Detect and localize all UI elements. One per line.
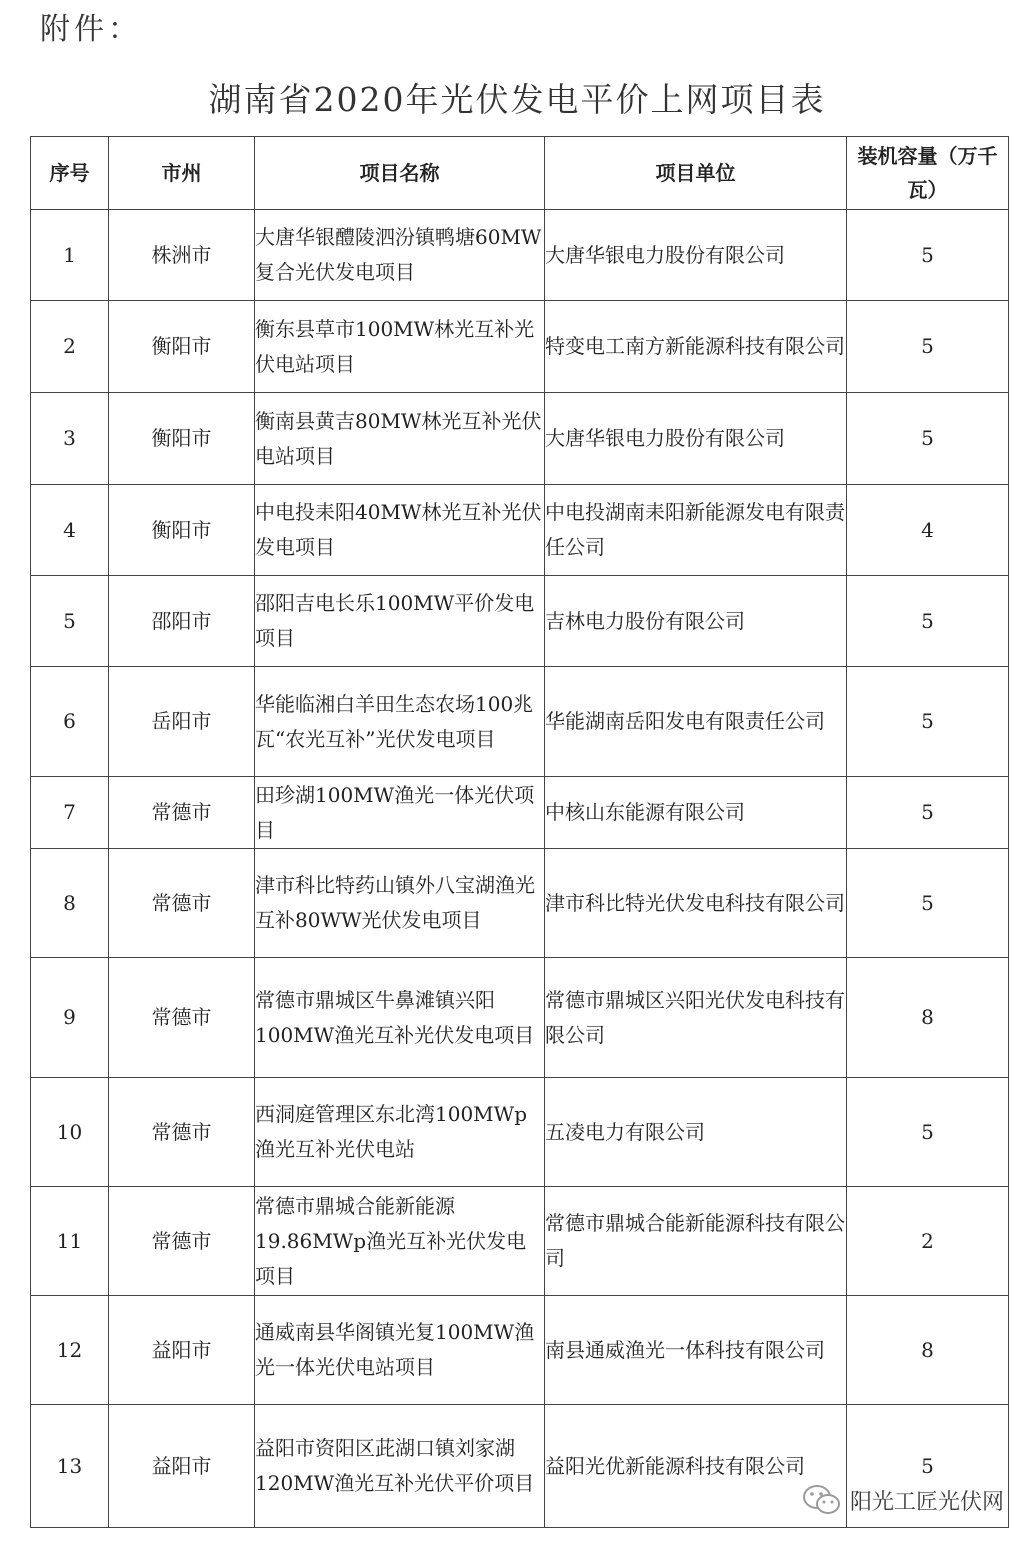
table-header-row: [31, 137, 1009, 210]
cell-seq: 5: [31, 576, 109, 667]
cell-project-org: 南县通威渔光一体科技有限公司: [545, 1296, 847, 1405]
watermark: [802, 1480, 1004, 1520]
cell-city: 衡阳市: [109, 301, 255, 393]
cell-capacity: 5: [847, 667, 1009, 777]
cell-project-org: 津市科比特光伏发电科技有限公司: [545, 849, 847, 958]
cell-capacity: 5: [847, 1078, 1009, 1187]
cell-seq: 3: [31, 393, 109, 485]
cell-seq: 7: [31, 777, 109, 849]
cell-capacity: 5: [847, 777, 1009, 849]
project-table: [30, 136, 1009, 1528]
cell-project-name: 衡南县黄吉80MW林光互补光伏电站项目: [255, 393, 545, 485]
table-row: [31, 667, 1009, 777]
wechat-icon: [802, 1483, 842, 1517]
document-title: 湖南省2020年光伏发电平价上网项目表: [208, 80, 826, 119]
header-capacity: 装机容量（万千瓦）: [847, 137, 1009, 210]
cell-capacity: 5: [847, 210, 1009, 301]
cell-city: 邵阳市: [109, 576, 255, 667]
cell-project-name: 中电投耒阳40MW林光互补光伏发电项目: [255, 485, 545, 576]
cell-seq: 11: [31, 1187, 109, 1296]
cell-seq: 9: [31, 958, 109, 1078]
cell-city: 衡阳市: [109, 393, 255, 485]
table-row: [31, 576, 1009, 667]
cell-capacity: 5: [847, 393, 1009, 485]
cell-city: 株洲市: [109, 210, 255, 301]
cell-project-name: 西洞庭管理区东北湾100MWp渔光互补光伏电站: [255, 1078, 545, 1187]
table-body: [31, 210, 1009, 1528]
cell-project-org: 常德市鼎城区兴阳光伏发电科技有限公司: [545, 958, 847, 1078]
cell-capacity: 8: [847, 1296, 1009, 1405]
cell-project-name: 衡东县草市100MW林光互补光伏电站项目: [255, 301, 545, 393]
cell-capacity: 8: [847, 958, 1009, 1078]
header-seq: 序号: [31, 137, 109, 210]
cell-project-org: 大唐华银电力股份有限公司: [545, 210, 847, 301]
cell-capacity: 2: [847, 1187, 1009, 1296]
watermark-text: 阳光工匠光伏网: [849, 1489, 1004, 1515]
table-row: [31, 1296, 1009, 1405]
table-row: [31, 210, 1009, 301]
cell-project-name: 华能临湘白羊田生态农场100兆瓦“农光互补”光伏发电项目: [255, 667, 545, 777]
cell-project-name: 通威南县华阁镇光复100MW渔光一体光伏电站项目: [255, 1296, 545, 1405]
cell-project-org: 中核山东能源有限公司: [545, 777, 847, 849]
table-row: [31, 958, 1009, 1078]
cell-capacity: 5: [847, 849, 1009, 958]
cell-capacity: 5: [847, 576, 1009, 667]
cell-project-org: 大唐华银电力股份有限公司: [545, 393, 847, 485]
header-city: 市州: [109, 137, 255, 210]
cell-city: 常德市: [109, 849, 255, 958]
cell-seq: 6: [31, 667, 109, 777]
cell-city: 衡阳市: [109, 485, 255, 576]
cell-project-org: 华能湖南岳阳发电有限责任公司: [545, 667, 847, 777]
cell-seq: 1: [31, 210, 109, 301]
cell-seq: 4: [31, 485, 109, 576]
cell-seq: 8: [31, 849, 109, 958]
table-row: [31, 1078, 1009, 1187]
cell-project-name: 津市科比特药山镇外八宝湖渔光互补80WW光伏发电项目: [255, 849, 545, 958]
cell-seq: 13: [31, 1405, 109, 1528]
cell-city: 岳阳市: [109, 667, 255, 777]
table-row: [31, 849, 1009, 958]
cell-project-name: 邵阳吉电长乐100MW平价发电项目: [255, 576, 545, 667]
cell-project-name: 大唐华银醴陵泗汾镇鸭塘60MW复合光伏发电项目: [255, 210, 545, 301]
cell-project-org: 常德市鼎城合能新能源科技有限公司: [545, 1187, 847, 1296]
cell-city: 益阳市: [109, 1405, 255, 1528]
cell-city: 常德市: [109, 777, 255, 849]
cell-city: 常德市: [109, 1187, 255, 1296]
cell-project-org: 益阳光优新能源科技有限公司: [545, 1405, 847, 1528]
cell-capacity: 5: [847, 1405, 1009, 1528]
cell-project-name: 田珍湖100MW渔光一体光伏项目: [255, 777, 545, 849]
cell-project-org: 吉林电力股份有限公司: [545, 576, 847, 667]
cell-project-name: 常德市鼎城区牛鼻滩镇兴阳100MW渔光互补光伏发电项目: [255, 958, 545, 1078]
cell-city: 益阳市: [109, 1296, 255, 1405]
cell-capacity: 4: [847, 485, 1009, 576]
cell-capacity: 5: [847, 301, 1009, 393]
cell-project-org: 中电投湖南耒阳新能源发电有限责任公司: [545, 485, 847, 576]
header-project-org: 项目单位: [545, 137, 847, 210]
cell-project-org: 五凌电力有限公司: [545, 1078, 847, 1187]
table-row: [31, 485, 1009, 576]
attachment-label: 附件：: [40, 12, 142, 47]
table-row: [31, 1187, 1009, 1296]
cell-seq: 12: [31, 1296, 109, 1405]
cell-seq: 2: [31, 301, 109, 393]
header-project-name: 项目名称: [255, 137, 545, 210]
table-row: [31, 301, 1009, 393]
table-row: [31, 393, 1009, 485]
cell-project-org: 特变电工南方新能源科技有限公司: [545, 301, 847, 393]
cell-project-name: 益阳市资阳区茈湖口镇刘家湖120MW渔光互补光伏平价项目: [255, 1405, 545, 1528]
cell-city: 常德市: [109, 958, 255, 1078]
cell-project-name: 常德市鼎城合能新能源19.86MWp渔光互补光伏发电项目: [255, 1187, 545, 1296]
cell-seq: 10: [31, 1078, 109, 1187]
table-row: [31, 777, 1009, 849]
cell-city: 常德市: [109, 1078, 255, 1187]
